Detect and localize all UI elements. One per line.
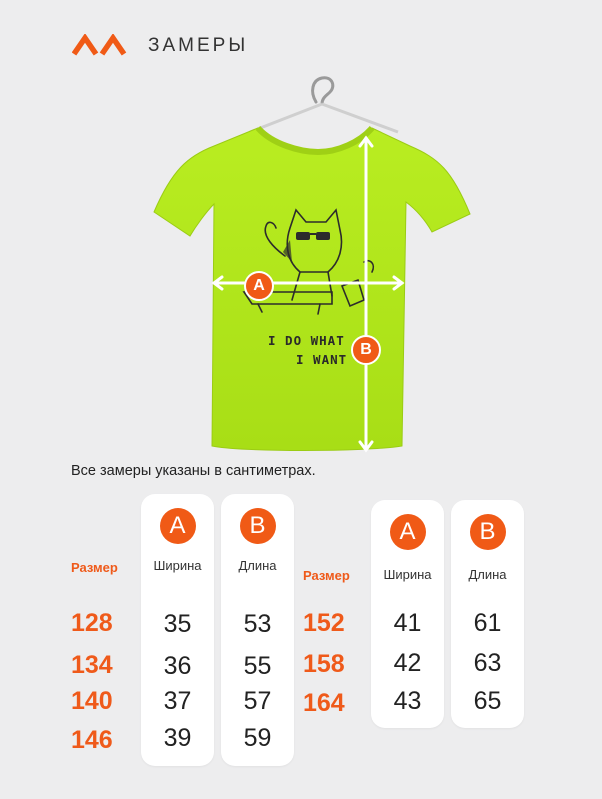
length-column-header: Длина (468, 567, 507, 582)
width-column-header: Ширина (153, 558, 202, 573)
length-value: 59 (243, 724, 272, 752)
size-value: 140 (71, 687, 113, 715)
width-value: 35 (163, 610, 192, 638)
size-column-header: Размер (71, 560, 118, 575)
marker-a-badge: A (160, 508, 196, 544)
width-value: 39 (163, 724, 192, 752)
print-text-line1: I DO WHAT (268, 333, 345, 348)
size-value: 152 (303, 609, 345, 637)
length-value: 63 (473, 649, 502, 677)
width-value: 36 (163, 652, 192, 680)
marker-a-badge: A (244, 271, 274, 301)
size-value: 146 (71, 726, 113, 754)
marker-b-badge: B (240, 508, 276, 544)
marker-b-badge: B (470, 514, 506, 550)
print-text-line2: I WANT (296, 352, 348, 367)
width-value: 41 (393, 609, 422, 637)
length-column-header: Длина (238, 558, 277, 573)
page-title: ЗАМЕРЫ (148, 35, 249, 56)
width-column-header: Ширина (383, 567, 432, 582)
size-value: 158 (303, 650, 345, 678)
length-card-right (451, 500, 524, 728)
length-value: 53 (243, 610, 272, 638)
marker-b-badge: B (351, 335, 381, 365)
width-value: 42 (393, 649, 422, 677)
length-value: 65 (473, 687, 502, 715)
width-value: 43 (393, 687, 422, 715)
size-value: 164 (303, 689, 345, 717)
length-value: 61 (473, 609, 502, 637)
length-value: 55 (243, 652, 272, 680)
tshirt-image (150, 100, 480, 460)
width-card-left (141, 494, 214, 766)
width-value: 37 (163, 687, 192, 715)
size-column-header: Размер (303, 568, 350, 583)
measurement-note: Все замеры указаны в сантиметрах. (71, 463, 316, 479)
length-value: 57 (243, 687, 272, 715)
size-value: 128 (71, 609, 113, 637)
marker-a-badge: A (390, 514, 426, 550)
width-card-right (371, 500, 444, 728)
size-value: 134 (71, 651, 113, 679)
length-card-left (221, 494, 294, 766)
